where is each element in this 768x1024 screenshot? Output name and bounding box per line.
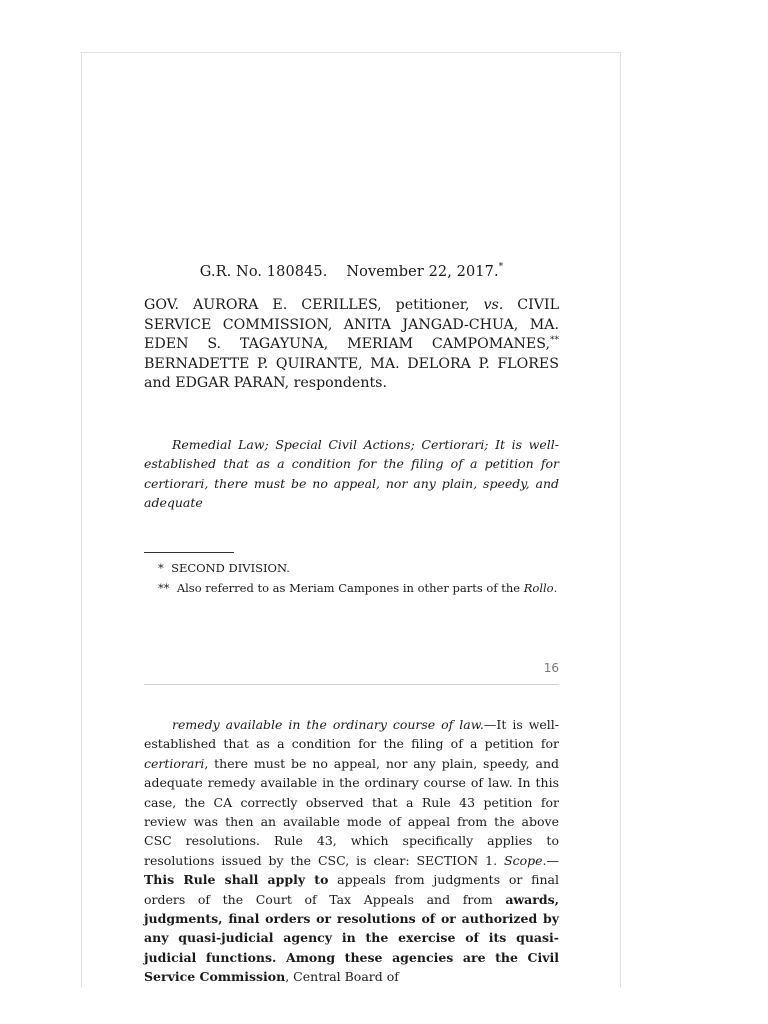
decision-date: November 22, 2017. <box>346 263 499 280</box>
body-text-2: , there must be no appeal, nor any plain, speedy, and adequate remedy available in the ordinary course of law. In this case, the CA correctly observed that a Rule 43 petition for review was then an available mode of appeal from the above CSC resolutions. Rule 43, which specifically applies to resolutions issued by the CSC, is clear: SECTION 1. <box>144 755 559 868</box>
respondents-part-1: CIVIL SERVICE COMMISSION, ANITA JANGAD-CHUA, MA. EDEN S. TAGAYUNA, MERIAM CAMPOMANES, <box>144 297 559 353</box>
body-dash: .— <box>542 852 559 868</box>
versus: vs. <box>483 297 504 313</box>
body-text-3: appeals from judgments or final orders of the Court of Tax Appeals and from <box>144 872 559 907</box>
footnote-1-mark: * <box>158 561 164 575</box>
body-bold-2: awards, judgments, final orders or resolutions of or authorized by any quasi-judicial agency in the exercise of its quasi-judicial functions. Among these agencies are the Civil Service Commission <box>144 891 559 985</box>
body-italic-3: Scope <box>504 852 543 868</box>
page-number: 16 <box>543 661 559 675</box>
body-text-1: —It is well-established that as a condition for the filing of a petition for <box>144 717 560 752</box>
petitioner: GOV. AURORA E. CERILLES, petitioner, <box>144 297 470 313</box>
case-header <box>144 258 559 282</box>
footnote-2-end: . <box>553 581 558 595</box>
body-italic-1: remedy available in the ordinary course of law. <box>172 717 484 732</box>
page-divider <box>144 684 559 685</box>
footnote-1 <box>144 558 559 578</box>
body-text-4: , Central Board of <box>285 969 399 985</box>
footnotes <box>144 558 559 598</box>
body-bold-1: This Rule shall apply to <box>144 872 329 888</box>
body-italic-2: certiorari <box>144 755 205 771</box>
footnote-2-mark: ** <box>158 581 170 595</box>
footnote-2-text: Also referred to as Meriam Campones in other parts of the <box>176 581 521 595</box>
date-footnote-mark: * <box>498 262 504 272</box>
syllabus-paragraph: Remedial Law; Special Civil Actions; Certiorari; It is well-established that as a condition for the filing of a petition for certiorari, there must be no appeal, nor any plain, speedy, and adequate <box>144 437 559 511</box>
gr-number: G.R. No. 180845. <box>199 263 328 280</box>
footnote-divider <box>144 552 234 553</box>
footnote-1-text: SECOND DIVISION. <box>171 561 290 575</box>
respondent-footnote-mark: ** <box>550 335 559 346</box>
body-paragraph <box>144 715 559 987</box>
footnote-2 <box>144 578 559 598</box>
respondents-part-2: BERNADETTE P. QUIRANTE, MA. DELORA P. FLORES and EDGAR PARAN, respondents. <box>144 355 559 392</box>
footnote-2-italic: Rollo <box>523 581 554 595</box>
case-parties <box>144 296 559 394</box>
